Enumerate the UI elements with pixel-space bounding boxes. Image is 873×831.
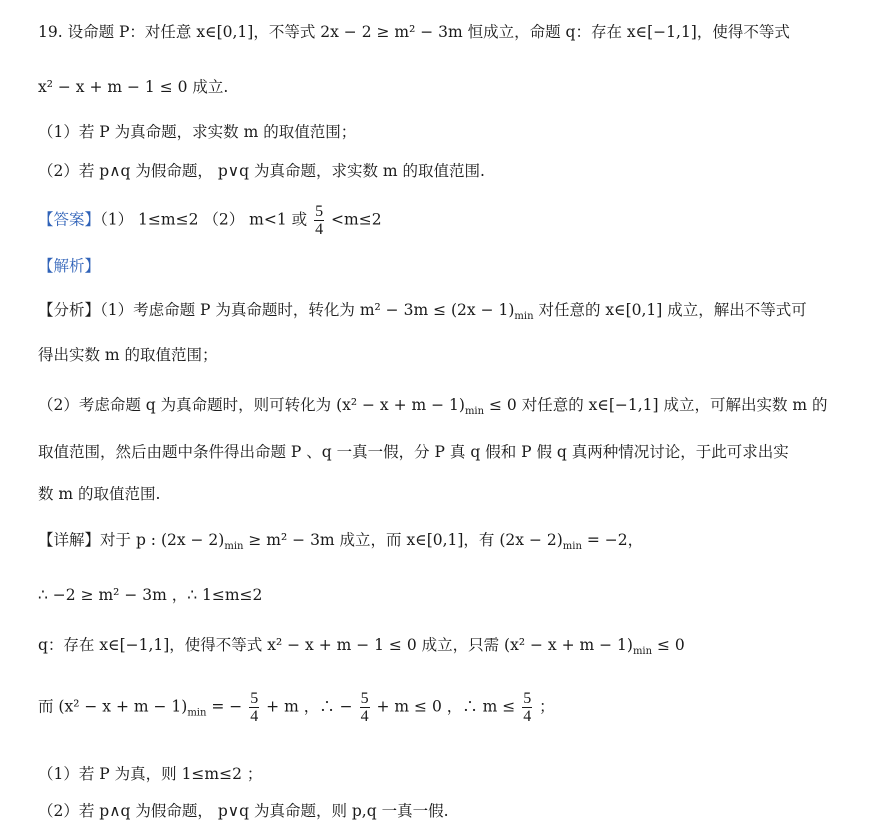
fenxi-label: 【分析】 <box>38 301 101 319</box>
fraction-5-over-4: $\frac{5}{4}$ <box>523 690 532 725</box>
answer-text-1: （1） 1≤m≤2 （2） m<1 或 <box>100 210 308 229</box>
problem-line-1 <box>38 20 859 44</box>
analysis-label-line <box>38 254 859 278</box>
xiangjie-line-1: 【详解】对于 p : $(2x - 2)_{min} \ge m^2 - 3m$ 成立，而 x∈[0,1]，有 $(2x - 2)_{min} = -2$， <box>38 531 644 552</box>
answer-label: 【答案】 <box>38 210 101 229</box>
xiangjie-label: 【详解】 <box>38 531 101 549</box>
fenxi-line-2: 得出实数 m 的取值范围； <box>38 346 218 364</box>
fenxi-line-3: （2）考虑命题 q 为真命题时，则可转化为 $(x^2 - x + m - 1)_{min} \le 0$ 对任意的 x∈[−1,1] 成立，可解出实数 m 的 <box>38 396 828 417</box>
problem-condition: x² − x + m − 1 ≤ 0 成立. <box>38 78 229 96</box>
fenxi-line-5: 数 m 的取值范围. <box>38 485 161 503</box>
problem-line-2 <box>38 75 859 99</box>
answer-text-2: <m≤2 <box>331 210 382 229</box>
xiangjie-line-3: q：存在 x∈[−1,1]，使得不等式 x² − x + m − 1 ≤ 0 成立，只需 $(x^2 - x + m - 1)_{min} \le 0$ <box>38 636 685 657</box>
xiangjie-line-2: ∴ −2 ≥ m² − 3m ，∴ 1≤m≤2 <box>38 586 263 604</box>
fraction-5-over-4: $\frac{5}{4}$ <box>360 690 369 725</box>
question-part-1: （1）若 P 为真命题，求实数 m 的取值范围； <box>38 123 357 141</box>
xiangjie-line-4: 而 $(x^2 - x + m - 1)_{min}$ = − $\frac{5}{4}$ + m ，∴ − $\frac{5}{4}$ + m ≤ 0 ，∴ m ≤ $\frac{5}{4}$ ； <box>38 690 555 725</box>
analysis-label: 【解析】 <box>38 257 101 275</box>
fenxi-line-1: 【分析】（1）考虑命题 P 为真命题时，转化为 $m^2 - 3m \le (2x - 1)_{min}$ 对任意的 x∈[0,1] 成立，解出不等式可 <box>38 301 807 322</box>
answer-line <box>38 203 859 238</box>
xiangjie-line-6: （2）若 p∧q 为假命题， p∨q 为真命题，则 p,q 一真一假. <box>38 802 449 820</box>
fraction-5-over-4: $\frac{5}{4}$ <box>250 690 259 725</box>
problem-statement: 19. 设命题 P：对任意 x∈[0,1]，不等式 2x − 2 ≥ m² − 3m 恒成立，命题 q：存在 x∈[−1,1]，使得不等式 <box>38 23 790 41</box>
fenxi-line-4: 取值范围，然后由题中条件得出命题 P 、q 一真一假，分 P 真 q 假和 P 假 q 真两种情况讨论，于此可求出实 <box>38 443 789 461</box>
question-part-2: （2）若 p∧q 为假命题， p∨q 为真命题，求实数 m 的取值范围. <box>38 162 485 180</box>
xiangjie-line-5: （1）若 P 为真，则 1≤m≤2 ； <box>38 765 263 783</box>
answer-fraction: $\frac{5}{4}$ <box>315 203 324 238</box>
